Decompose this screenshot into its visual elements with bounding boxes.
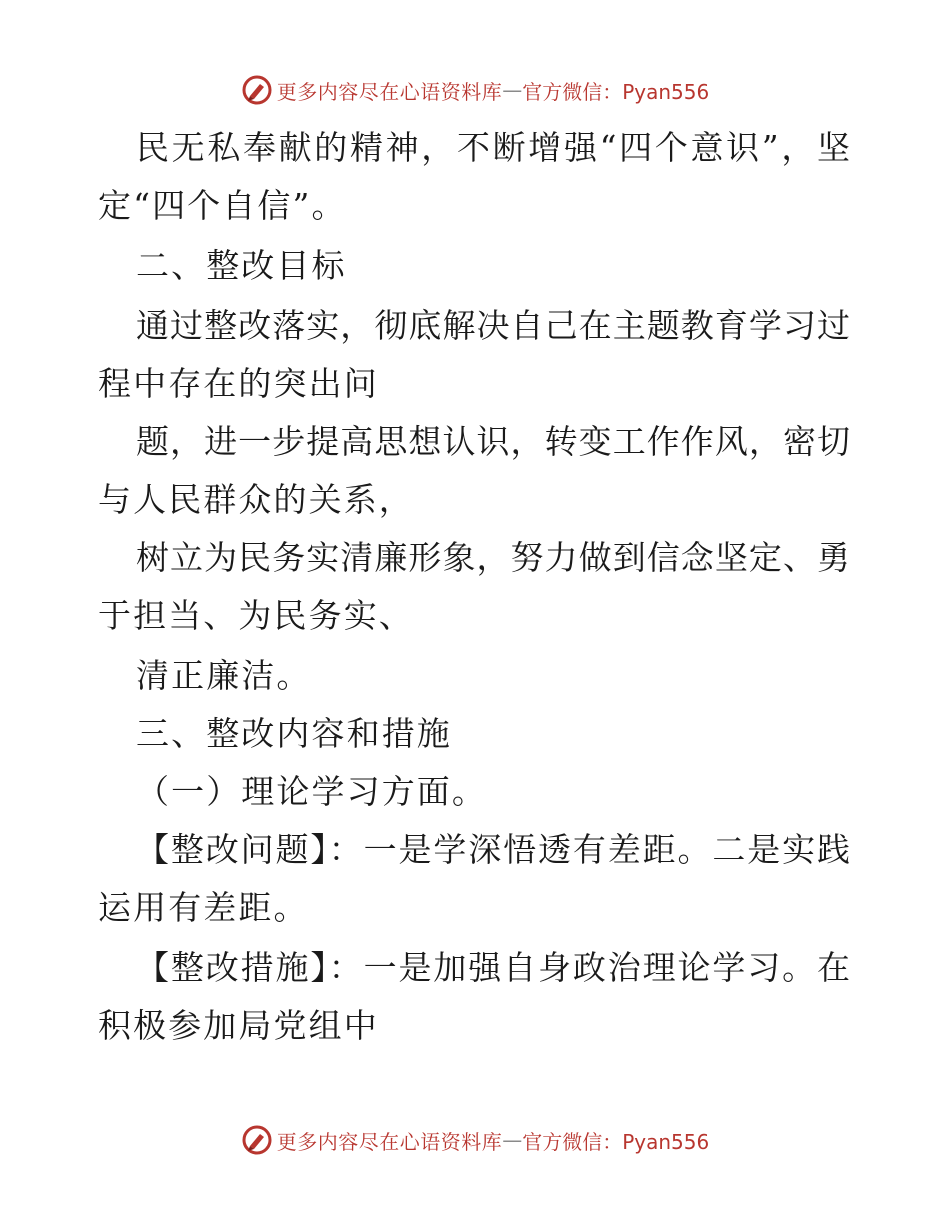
banner-wechat-text: 官方微信：Pyan556 xyxy=(522,1129,710,1154)
body-line: 【整改措施】：一是加强自身政治理论学习。在 xyxy=(136,948,850,987)
section-heading: 三、整改内容和措施 xyxy=(136,714,452,753)
banner-separator: — xyxy=(502,1128,523,1152)
body-line: 民无私奉献的精神，不断增强“四个意识”，坚 xyxy=(136,128,850,167)
body-line: 通过整改落实，彻底解决自己在主题教育学习过 xyxy=(136,306,850,345)
body-line: 树立为民务实清廉形象，努力做到信念坚定、勇 xyxy=(136,538,850,577)
body-line: 程中存在的突出问 xyxy=(98,364,379,403)
body-line: 于担当、为民务实、 xyxy=(98,596,414,635)
subsection-heading: （一）理论学习方面。 xyxy=(136,772,487,811)
body-line: 与人民群众的关系， xyxy=(98,480,414,519)
footer-banner xyxy=(0,1120,950,1160)
body-line: 【整改问题】：一是学深悟透有差距。二是实践 xyxy=(136,830,850,869)
section-heading: 二、整改目标 xyxy=(136,246,347,285)
pen-logo-icon xyxy=(241,74,273,106)
banner-wechat-text: 官方微信：Pyan556 xyxy=(522,79,710,104)
banner-site-text: 更多内容尽在心语资料库 xyxy=(276,1129,503,1154)
banner-separator: — xyxy=(502,78,523,102)
banner-site-text: 更多内容尽在心语资料库 xyxy=(276,79,503,104)
pen-logo-icon xyxy=(241,1124,273,1156)
header-banner xyxy=(0,70,950,110)
body-line: 题，进一步提高思想认识，转变工作作风，密切 xyxy=(136,422,850,461)
body-line: 定“四个自信”。 xyxy=(98,186,347,225)
body-line: 运用有差距。 xyxy=(98,888,309,927)
body-line: 清正廉洁。 xyxy=(136,656,312,695)
body-line: 积极参加局党组中 xyxy=(98,1006,379,1045)
